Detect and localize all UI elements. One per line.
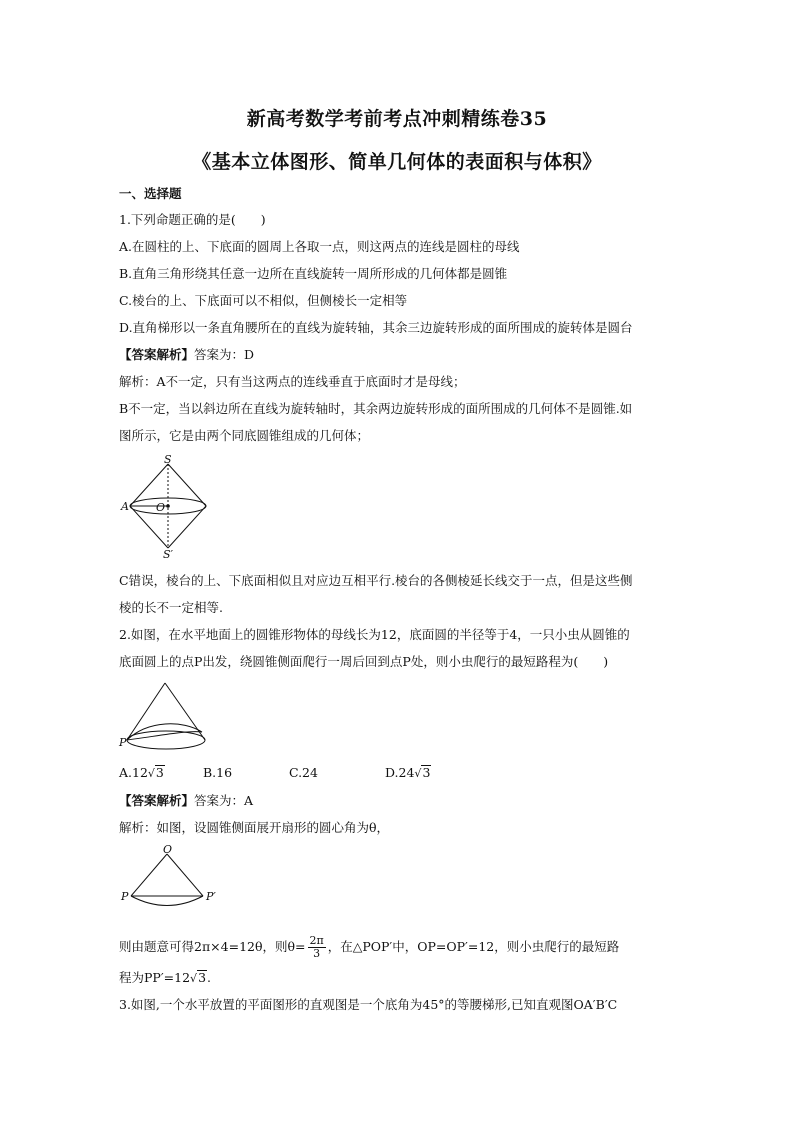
q2-explanation-3: 程为PP′=12√3. (119, 970, 211, 985)
answer-tag: 【答案解析】 (119, 347, 195, 362)
q2-explanation-1: 解析：如图，设圆锥侧面展开扇形的圆心角为θ， (119, 820, 390, 835)
q1-option-c: C.棱台的上、下底面可以不相似，但侧棱长一定相等 (119, 293, 408, 308)
label-a: A (121, 500, 129, 513)
fraction-numerator: 2π (309, 934, 324, 947)
q2-option-b: B.16 (202, 765, 233, 780)
label-s: S (164, 454, 172, 466)
fraction (308, 935, 326, 960)
q2-option-a-text: A.12 (119, 765, 148, 780)
label-p-prime: P′ (206, 890, 216, 903)
q1-stem: 1.下列命题正确的是( ) (119, 212, 266, 227)
label-o: O (156, 501, 166, 514)
q2-option-a-radicand: 3 (155, 765, 164, 780)
q2-option-d-text: D.24 (384, 765, 415, 780)
q2-exp3-radicand: 3 (198, 970, 207, 985)
q1-explanation-5: 棱的长不一定相等. (119, 600, 223, 615)
q2-stem-2: 底面圆上的点P出发，绕圆锥侧面爬行一周后回到点P处，则小虫爬行的最短路程为( ) (119, 654, 609, 669)
q1-option-a: A.在圆柱的上、下底面的圆周上各取一点，则这两点的连线是圆柱的母线 (119, 239, 520, 254)
answer-tag: 【答案解析】 (119, 793, 195, 808)
q1-explanation-1: 解析：A不一定，只有当这两点的连线垂直于底面时才是母线； (119, 374, 466, 389)
answer-text: 答案为：D (194, 347, 255, 362)
label-p: P (121, 890, 129, 903)
q2-explanation-2 (119, 935, 619, 960)
q1-option-b: B.直角三角形绕其任意一边所在直线旋转一周所形成的几何体都是圆锥 (119, 266, 508, 281)
section-heading: 一、选择题 (119, 186, 182, 201)
q1-explanation-4: C错误，棱台的上、下底面相似且对应边互相平行.棱台的各侧棱延长线交于一点，但是这些侧 (119, 573, 633, 588)
q2-answer (119, 793, 253, 809)
q2-option-d: D.24√3 (384, 765, 431, 780)
fraction-denominator: 3 (313, 947, 321, 960)
q1-explanation-3: 图所示，它是由两个同底圆锥组成的几何体； (119, 428, 370, 443)
sector-figure (118, 843, 228, 909)
document-subtitle: 《基本立体图形、简单几何体的表面积与体积》 (192, 151, 602, 173)
cone-figure (118, 680, 213, 756)
q2-exp2-post: ，在△POP′中，OP=OP′=12，则小虫爬行的最短路 (327, 939, 620, 954)
label-o: O (163, 843, 173, 856)
label-p: P (119, 736, 127, 749)
q2-option-a: A.12√3 (119, 765, 164, 780)
answer-text: 答案为：A (194, 793, 254, 808)
double-cone-figure (118, 454, 218, 562)
q2-options (119, 765, 431, 782)
q2-option-d-radicand: 3 (422, 765, 431, 780)
q2-exp3-pre: 程为PP′=12 (119, 970, 191, 985)
q2-stem-1: 2.如图，在水平地面上的圆锥形物体的母线长为12，底面圆的半径等于4，一只小虫从圆锥的 (119, 627, 630, 642)
q1-answer (119, 347, 254, 363)
label-s-prime: S′ (163, 548, 174, 561)
q1-explanation-2: B不一定，当以斜边所在直线为旋转轴时，其余两边旋转形成的面所围成的几何体不是圆锥.如 (119, 401, 633, 416)
q2-exp2-pre: 则由题意可得2π×4=12θ，则θ= (119, 939, 306, 954)
q1-option-d: D.直角梯形以一条直角腰所在的直线为旋转轴，其余三边旋转形成的面所围成的旋转体是圆台 (119, 320, 633, 335)
q2-option-c: C.24 (288, 765, 318, 780)
document-title: 新高考数学考前考点冲刺精练卷35 (246, 108, 548, 130)
q3-stem-1: 3.如图,一个水平放置的平面图形的直观图是一个底角为45°的等腰梯形,已知直观图OA′B′C (119, 997, 618, 1012)
q2-exp3-post: . (207, 970, 211, 985)
